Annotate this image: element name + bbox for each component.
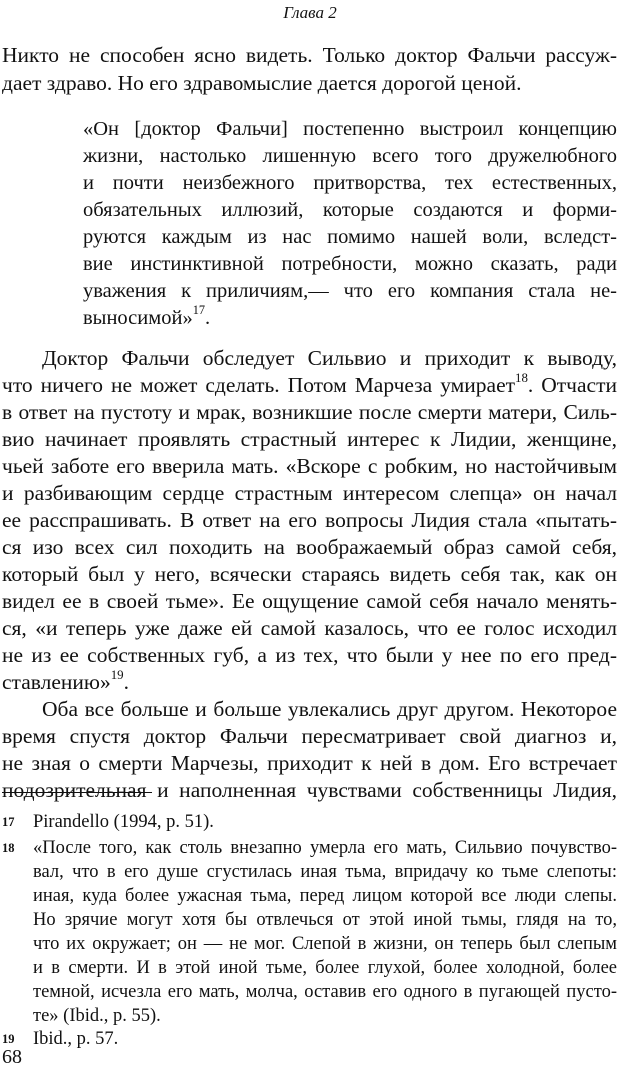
text-line: который был у него, всячески стараясь видеть себя так, как он [2,562,617,586]
quote-line: «Он [доктор Фальчи] постепенно выстроил концепцию [83,118,617,140]
text-line: и разбивающим сердце страстным интересом слепца» он начал [2,481,617,505]
footnote-17-line: Pirandello (1994, p. 51). [33,812,214,832]
quote-line: жизни, настолько лишенную всего того дружелюбного [83,145,617,167]
text-line: дает здраво. Но его здравомыслие дается дорогой ценой. [2,71,522,95]
footnote-ref-17[interactable]: 17 [192,303,205,318]
text-span: ставлению» [2,670,111,694]
page-number: 68 [2,1046,22,1068]
footnote-18-line: что их окружает; он — не мог. Слепой в жизни, он теперь был слепым [33,934,617,954]
text-line [2,372,617,398]
text-line: в ответ на пустоту и мрак, возникшие после смерти матери, Силь- [2,400,617,424]
text-span: что ничего не может сделать. Потом Марчеза умирает [2,373,516,397]
text-line: ся, «и теперь уже даже ей самой казалось, что ее голос исходил [2,616,617,640]
text-line: видел ее в своей тьме». Ее ощущение самой себя начало менять- [2,589,617,613]
footnote-18-line: Но зрячие могут хотя бы отвлечься от этой иной тьмы, глядя на то, [33,910,617,930]
footnote-number-19: 19 [2,1032,15,1046]
footnote-ref-18[interactable]: 18 [515,370,528,385]
quote-line: руются каждым из нас помимо нашей воли, вследст- [83,226,617,248]
footnote-separator [2,792,152,793]
quote-line: вие инстинктивной потребности, можно сказать, ради [83,253,617,275]
footnote-18-line: «После того, как столь внезапно умерла его мать, Сильвио почувство- [33,838,617,858]
punctuation: . [205,307,211,329]
quote-line: и почти неизбежного притворства, тех естественных, [83,172,617,194]
footnote-19-line: Ibid., p. 57. [33,1029,119,1049]
quote-line: обязательных иллюзий, которые создаются и форми- [83,199,617,221]
text-line: не зная о смерти Марчезы, приходит к ней в дом. Его встречает [2,751,617,775]
quote-line: уважения к приличиям,— что его компания стала не- [83,280,617,302]
footnote-18-line: вал, что в его душе сгустилась иная тьма, впридачу ко тьме слепоты: [33,862,617,882]
footnote-number-18: 18 [2,841,15,855]
text-line: ся изо всех сил походить на воображаемый образ самой себя, [2,535,617,559]
text-line: чьей заботе его вверила мать. «Вскоре с робким, но настойчивым [2,454,617,478]
footnote-18-line: темной, исчезла его мать, молча, оставив его одного в пугающей пусто- [33,982,617,1002]
quote-text: выносимой» [83,307,193,329]
running-head: Глава 2 [283,3,337,22]
text-line: Доктор Фальчи обследует Сильвио и приходит к выводу, [42,346,617,370]
quote-line [83,305,617,331]
punctuation: . [123,670,129,694]
text-line [2,669,617,695]
text-line: время спустя доктор Фальчи пересматривает свой диагноз и, [2,724,617,748]
text-line: не из ее собственных губ, а из тех, что были у нее по его пред- [2,643,617,667]
text-line: подозрительная и наполненная чувствами собственницы Лидия, [2,778,617,802]
text-line: Оба все больше и больше увлекались друг другом. Некоторое [42,697,617,721]
footnote-18-line: и в смерти. И в этой иной тьме, более глухой, более холодной, более [33,958,617,978]
footnote-18-line: иная, куда более ужасная тьма, перед лицом которой все люди слепы. [33,886,617,906]
text-line: вио начинает проявлять страстный интерес к Лидии, женщине, [2,427,617,451]
text-line: Никто не способен ясно видеть. Только доктор Фальчи рассуж- [2,43,617,67]
footnote-number-17: 17 [2,815,15,829]
footnote-ref-19[interactable]: 19 [110,667,124,682]
text-span: . Отчасти [527,373,617,397]
footnote-18-line: те» (Ibid., p. 55). [33,1006,161,1026]
text-line: ее расспрашивать. В ответ на его вопросы Лидия стала «пытать- [2,508,617,532]
